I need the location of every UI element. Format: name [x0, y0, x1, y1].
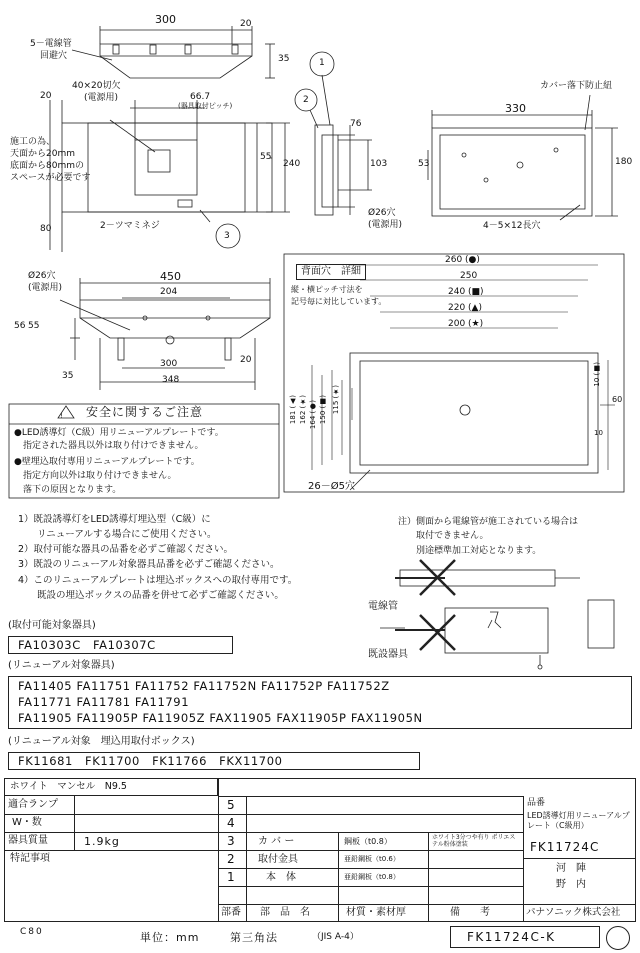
callout-2: 2 [303, 95, 309, 105]
compatible-header: (取付可能対象器具) [8, 620, 96, 631]
dim-55: 55 [260, 152, 272, 162]
part-no-3: 3 [227, 834, 235, 848]
safety-line-3: ●壁埋込取付専用リニューアルプレートです。 [14, 457, 200, 467]
note-2: 2）取付可能な器具の品番を必ずご確認ください。 [18, 544, 234, 555]
vdim-115: 115 (★) [332, 385, 340, 415]
note-4: 4）このリニューアルプレートは埋込ボックスへの取付専用です。 [18, 575, 298, 586]
vdim-164: 164 (●) [309, 400, 317, 430]
part-mat-2: 亜鉛鋼板（t0.6） [344, 855, 400, 863]
dim-35: 35 [62, 371, 74, 381]
conduit-label: 電線管 [368, 601, 398, 612]
note-conduit-holes: 5－電線管 [30, 39, 72, 49]
box-list [8, 752, 420, 770]
compatible-box [8, 636, 233, 654]
safety-title: 安全に関するご注意 [86, 405, 204, 419]
note-1: 1）既設誘導灯をLED誘導灯埋込型（C級）に [18, 514, 211, 525]
dim-180: 180 [615, 157, 633, 167]
dim-240: 240 (■) [448, 287, 484, 297]
dim-348: 348 [162, 375, 180, 385]
unit: 単位：mm [140, 931, 200, 944]
callout-1: 1 [319, 58, 325, 68]
twist-screw-label: 2－ツマミネジ [100, 221, 160, 231]
code: C80 [20, 927, 44, 937]
side-note-3: 別途標準加工対応となります。 [398, 546, 542, 556]
note-1b: リニューアルする場合にご使用ください。 [18, 529, 217, 540]
part-number-label: 品番 [527, 798, 546, 808]
lamp-label: 適合ランプ [8, 799, 58, 810]
part-mat-3: 鋼板（t0.8） [344, 837, 392, 846]
part-name-1: 本 体 [266, 872, 296, 883]
dim-35: 35 [278, 54, 290, 64]
callout-3: 3 [224, 231, 230, 241]
spec-cells [4, 796, 218, 886]
rdim-10-square: 10 (■) [593, 362, 601, 387]
existing-fixture-label: 既設器具 [368, 649, 408, 660]
part-no-4: 4 [227, 816, 235, 830]
head-note: 備 考 [450, 907, 490, 918]
company-name: パナソニック株式会社 [526, 907, 621, 918]
cover-cord-label: カバー落下防止紐 [540, 81, 613, 91]
vdim-181: 181 (▲) [289, 395, 297, 425]
dim-76: 76 [350, 119, 362, 129]
safety-line-4: 指定方向以外は取り付けできません。 [14, 471, 177, 481]
space-note-2: 天面から20mm [10, 149, 75, 159]
signature-1: 河 陣 [556, 863, 586, 874]
cutout-label: 40×20切欠 [72, 81, 121, 91]
circle-mark [606, 926, 630, 950]
dim-20: 20 [240, 19, 252, 29]
detail-title: 背面穴 詳細 [296, 264, 366, 280]
cutout-label-2: (電源用) [84, 93, 119, 103]
parts-table [218, 796, 523, 922]
hole-label: Ø26穴 [28, 271, 56, 281]
projection: 第三角法 [230, 931, 278, 944]
drawing-number: FK11724C-K [467, 930, 556, 944]
dim-450: 450 [160, 270, 181, 283]
vdim-150: 150 (■) [319, 395, 327, 425]
slot-label: 4－5×12長穴 [483, 221, 541, 231]
space-note-3: 底面から80mmの [10, 161, 84, 171]
dim-80: 80 [40, 224, 52, 234]
head-name: 部 品 名 [260, 907, 310, 918]
dim-200: 200 (★) [448, 319, 484, 329]
mass-value: 1.9kg [84, 835, 120, 848]
hole-label-2: (電源用) [28, 283, 63, 293]
renewal-line-1: FA11405 FA11751 FA11752 FA11752N FA11752P FA11752Z [18, 679, 390, 693]
pitch-label-2: (器具取付ピッチ) [178, 102, 233, 110]
part-no-1: 1 [227, 870, 235, 884]
vdim-162: 162 (★) [299, 395, 307, 425]
color-spec: ホワイト マンセル N9.5 [10, 781, 127, 792]
head-mat: 材質・素材厚 [346, 907, 406, 918]
part-no-2: 2 [227, 852, 235, 866]
special-label: 特記事項 [10, 853, 50, 864]
watt-label: W・数 [12, 817, 42, 828]
box-header: (リニューアル対象 埋込用取付ボックス) [8, 736, 195, 747]
renewal-line-2: FA11771 FA11781 FA11791 [18, 695, 190, 709]
safety-line-1: ●LED誘導灯（C級）用リニューアルプレートです。 [14, 428, 224, 438]
safety-line-5: 落下の原因となります。 [14, 485, 122, 495]
mass-label: 器具質量 [8, 835, 48, 846]
part-name-3: カ バ ー [258, 836, 295, 847]
dim-330: 330 [505, 102, 526, 115]
dim-250: 250 [460, 271, 478, 281]
dim-20-left: 20 [40, 91, 52, 101]
side-note-2: 取付できません。 [398, 531, 489, 541]
space-note-4: スペースが必要です [10, 173, 91, 183]
renewal-header: (リニューアル対象器具) [8, 660, 115, 671]
renewal-line-3: FA11905 FA11905P FA11905Z FAX11905 FAX11905P FAX11905N [18, 711, 423, 725]
rdim-10: 10 [594, 429, 603, 437]
space-note-1: 施工の為、 [10, 137, 56, 147]
dim-240: 240 [283, 159, 301, 169]
dim-55: 55 [28, 321, 40, 331]
safety-line-2: 指定された器具以外は取り付けできません。 [14, 441, 204, 451]
model-number: FK11724C [530, 840, 600, 854]
dim-20: 20 [240, 355, 252, 365]
dim-53: 53 [418, 159, 430, 169]
jis: （JIS A-4） [312, 932, 359, 942]
note-4b: 既設の埋込ボックスの品番を併せて必ずご確認ください。 [18, 590, 284, 601]
dim-300: 300 [155, 13, 176, 26]
detail-note-2: 記号毎に対比しています。 [291, 297, 387, 306]
side-note-1: 注）側面から電線管が施工されている場合は [398, 517, 579, 527]
dim-220: 220 (▲) [448, 303, 482, 313]
product-name: LED誘導灯用リニューアルプレート（C級用） [527, 811, 630, 830]
part-no-5: 5 [227, 798, 235, 812]
head-no: 部番 [221, 907, 241, 918]
part-name-2: 取付金具 [258, 854, 298, 865]
dim-260: 260 (●) [445, 255, 480, 265]
detail-note-1: 縦・横ピッチ寸法を [291, 285, 363, 294]
rdim-60: 60 [612, 395, 623, 404]
compatible-value: FA10303C FA10307C [18, 638, 156, 652]
box-value: FK11681 FK11700 FK11766 FKX11700 [18, 754, 283, 768]
pitch-label: 66.7 [190, 92, 211, 102]
dim-204: 204 [160, 287, 178, 297]
warning-icon: ! [60, 412, 63, 420]
renewal-box [8, 676, 632, 729]
note-conduit-holes-2: 回避穴 [40, 51, 68, 61]
color-cell [4, 778, 218, 796]
dim-300: 300 [160, 359, 178, 369]
note-3: 3）既設のリニューアル対象器具品番を必ずご確認ください。 [18, 559, 280, 570]
dim-56: 56 [14, 321, 26, 331]
part-mat-1: 亜鉛鋼板（t0.8） [344, 873, 400, 881]
dim-103: 103 [370, 159, 388, 169]
drawing-number-box [450, 926, 600, 948]
signature-2: 野 内 [556, 879, 586, 890]
hole-label-2: (電源用) [368, 220, 403, 230]
holes-label: 26－Ø5穴 [308, 481, 355, 492]
hole-label: Ø26穴 [368, 208, 396, 218]
part-note-3: ホワイト3分つや有り ポリエステル粉体塗装 [432, 834, 516, 848]
